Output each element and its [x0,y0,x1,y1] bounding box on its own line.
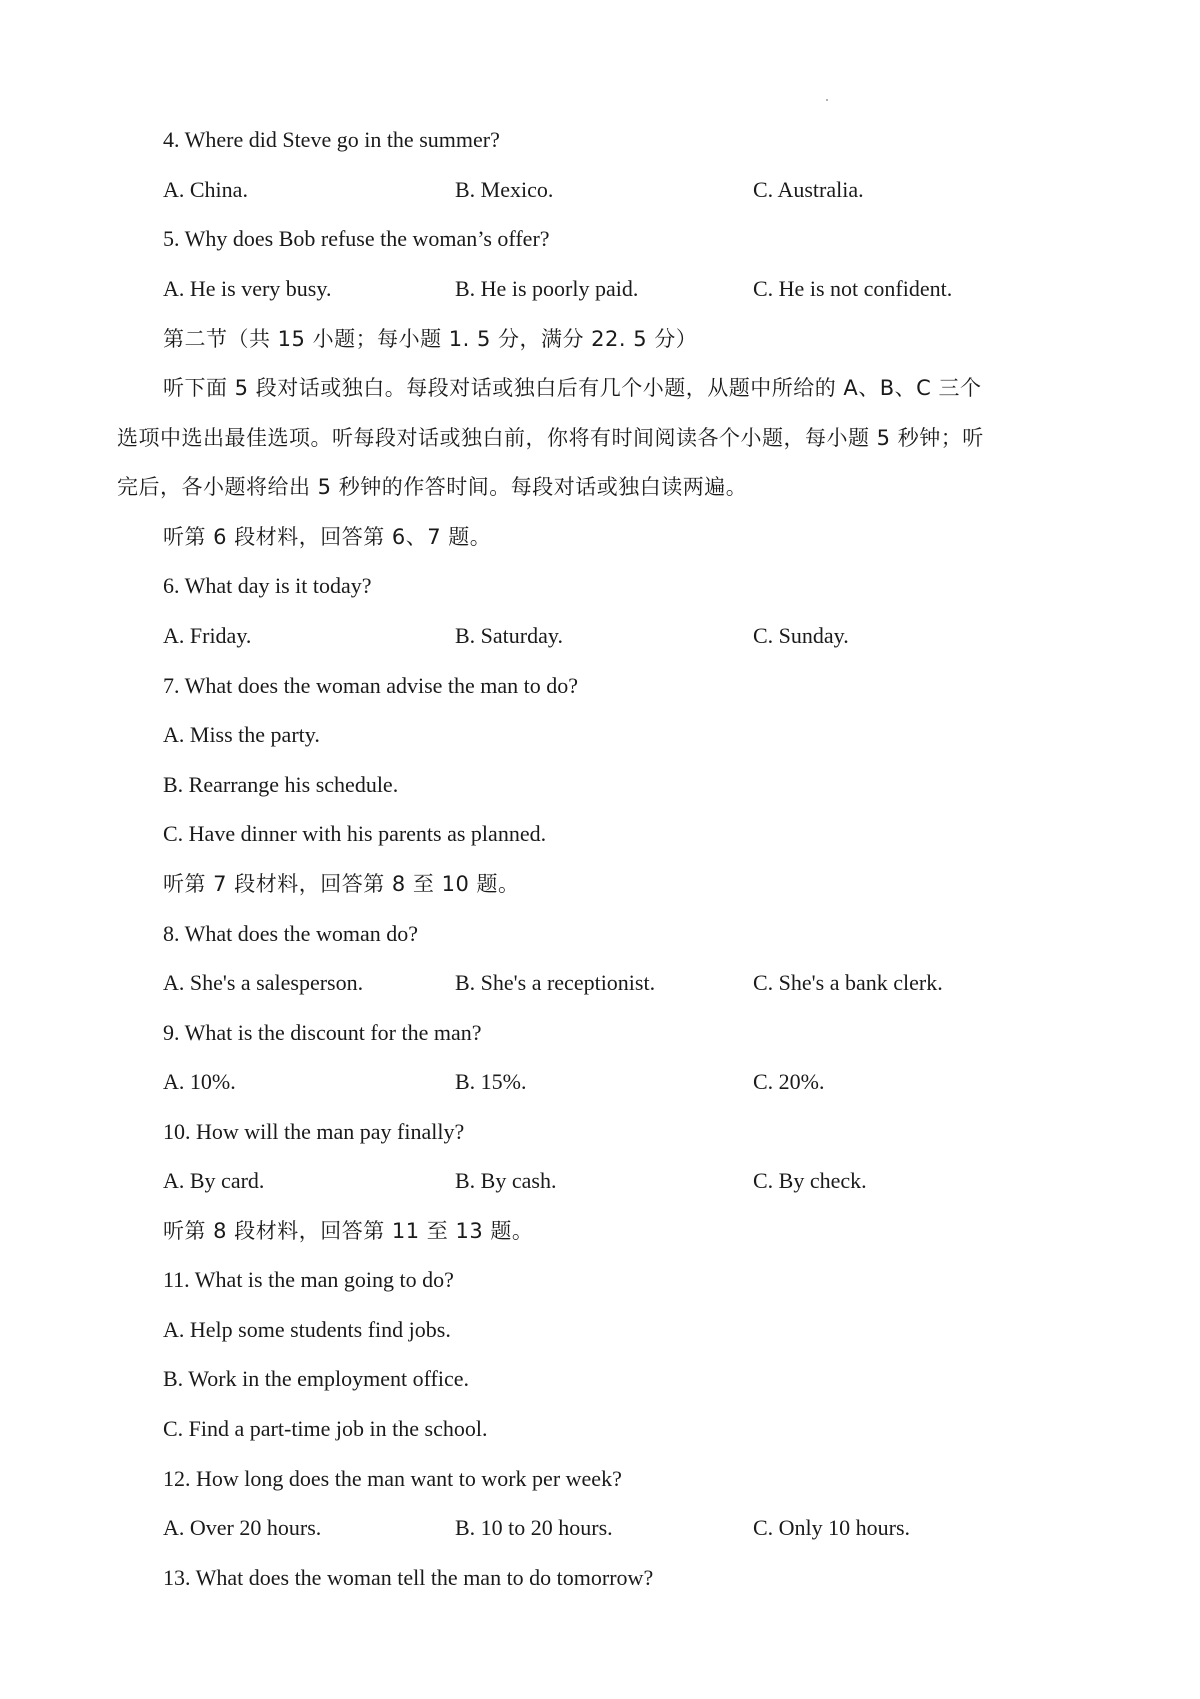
question-6-options [0,618,1200,654]
option-c: C. Have dinner with his parents as planned. [163,821,547,846]
option-a: A. Over 20 hours. [163,1515,322,1540]
question-5: 5. Why does Bob refuse the woman’s offer? [163,226,550,251]
option-b: B. She's a receptionist. [455,970,656,995]
section-instructions-line-2: 选项中选出最佳选项。听每段对话或独白前，你将有时间阅读各个小题，每小题 5 秒钟；听 [117,426,984,450]
scan-speck [826,99,828,101]
option-a: A. 10%. [163,1069,236,1094]
option-b: B. 15%. [455,1069,527,1094]
option-c: C. By check. [753,1168,867,1193]
option-c: C. He is not confident. [753,276,953,301]
section-instructions-line-3: 完后，各小题将给出 5 秒钟的作答时间。每段对话或独白读两遍。 [117,475,748,499]
option-a: A. He is very busy. [163,276,332,301]
material-6-heading: 听第 6 段材料，回答第 6、7 题。 [163,525,492,549]
option-b: B. Rearrange his schedule. [163,772,399,797]
question-13: 13. What does the woman tell the man to do tomorrow? [163,1565,654,1590]
option-a: A. China. [163,177,248,202]
option-c: C. Only 10 hours. [753,1515,911,1540]
option-a: A. By card. [163,1168,265,1193]
question-12: 12. How long does the man want to work per week? [163,1466,622,1491]
option-b: B. Work in the employment office. [163,1366,469,1391]
option-a: A. Help some students find jobs. [163,1317,451,1342]
question-10-options [0,1163,1200,1199]
question-9: 9. What is the discount for the man? [163,1020,482,1045]
question-11: 11. What is the man going to do? [163,1267,454,1292]
option-a: A. Miss the party. [163,722,320,747]
question-8-options [0,965,1200,1001]
option-b: B. He is poorly paid. [455,276,639,301]
section-instructions-line-1: 听下面 5 段对话或独白。每段对话或独白后有几个小题，从题中所给的 A、B、C 三个 [163,376,982,400]
option-c: C. Sunday. [753,623,849,648]
section-heading: 第二节（共 15 小题；每小题 1. 5 分，满分 22. 5 分） [163,327,698,351]
question-10: 10. How will the man pay finally? [163,1119,465,1144]
question-6: 6. What day is it today? [163,573,372,598]
question-4-options [0,172,1200,208]
material-8-heading: 听第 8 段材料，回答第 11 至 13 题。 [163,1219,534,1243]
question-9-options [0,1064,1200,1100]
option-c: C. 20%. [753,1069,825,1094]
option-c: C. Find a part-time job in the school. [163,1416,488,1441]
option-b: B. Saturday. [455,623,563,648]
option-a: A. Friday. [163,623,252,648]
option-c: C. She's a bank clerk. [753,970,943,995]
question-4: 4. Where did Steve go in the summer? [163,127,500,152]
material-7-heading: 听第 7 段材料，回答第 8 至 10 题。 [163,872,520,896]
question-12-options [0,1510,1200,1546]
question-5-options [0,271,1200,307]
option-b: B. 10 to 20 hours. [455,1515,613,1540]
option-a: A. She's a salesperson. [163,970,364,995]
option-c: C. Australia. [753,177,864,202]
question-7: 7. What does the woman advise the man to do? [163,673,579,698]
option-b: B. By cash. [455,1168,557,1193]
question-8: 8. What does the woman do? [163,921,418,946]
option-b: B. Mexico. [455,177,554,202]
